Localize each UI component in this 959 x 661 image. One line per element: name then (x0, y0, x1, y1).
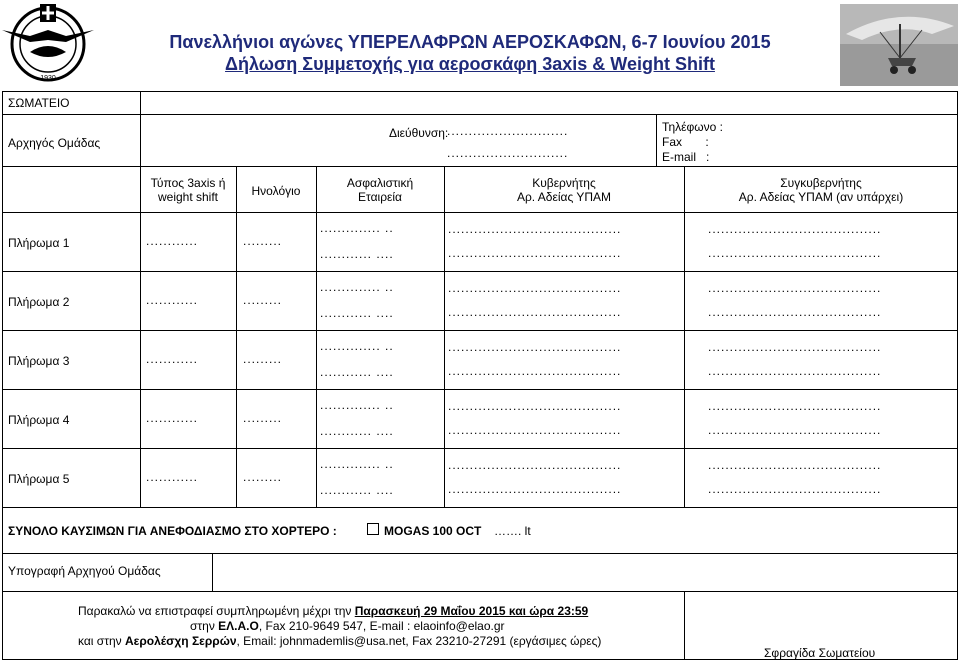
table-rule (2, 507, 958, 508)
page-subtitle: Δήλωση Συμμετοχής για αεροσκάφη 3axis & Weight Shift (225, 54, 715, 74)
table-rule (656, 114, 657, 166)
table-rule (2, 91, 3, 660)
crew-type-field[interactable]: ............ (146, 293, 199, 307)
crew-pilot-license-field[interactable]: ........................................ (448, 305, 622, 319)
crew-insurance-field[interactable]: ............ .... (320, 306, 394, 320)
table-rule (236, 166, 237, 507)
crew-copilot-name-field[interactable]: ........................................ (708, 281, 882, 295)
crew-insurance-field[interactable]: ............ .... (320, 247, 394, 261)
table-rule (2, 330, 958, 331)
address-line-2[interactable]: ............................ (447, 146, 569, 160)
crew-label: Πλήρωμα 3 (8, 354, 70, 368)
fax-label: Fax : (662, 135, 709, 149)
crew-copilot-license-field[interactable]: ........................................ (708, 423, 882, 437)
elao-name: ΕΛ.Α.Ο (218, 619, 259, 633)
crew-label: Πλήρωμα 5 (8, 472, 70, 486)
table-rule (2, 166, 958, 167)
crew-copilot-license-field[interactable]: ........................................ (708, 305, 882, 319)
club-name-field[interactable] (140, 92, 958, 114)
footer-line-1 (78, 604, 588, 618)
fuel-total-label: ΣΥΝΟΛΟ ΚΑΥΣΙΜΩΝ ΓΙΑ ΑΝΕΦΟΔΙΑΣΜΟ ΣΤΟ ΧΟΡΤΕΡΟ : (8, 524, 337, 538)
crew-pilot-name-field[interactable]: ........................................ (448, 222, 622, 236)
crew-registration-field[interactable]: ......... (243, 470, 283, 484)
crew-type-field[interactable]: ............ (146, 234, 199, 248)
table-rule (2, 212, 958, 213)
footer-line-2: στην ΕΛ.Α.Ο, Fax 210-9649 547, E-mail : elaoinfo@elao.gr (190, 619, 505, 633)
crew-registration-field[interactable]: ......... (243, 352, 283, 366)
crew-copilot-name-field[interactable]: ........................................ (708, 340, 882, 354)
leader-label: Αρχηγός Ομάδας (8, 136, 101, 150)
page-title: Πανελλήνιοι αγώνες ΥΠΕΡΕΛΑΦΡΩΝ ΑΕΡΟΣΚΑΦΩΝ, 6-7 Ιουνίου 2015 (169, 32, 771, 52)
mogas-option-label: MOGAS 100 OCT (384, 524, 482, 538)
column-header-pilot: Κυβερνήτης Αρ. Αδείας ΥΠΑΜ (516, 176, 612, 204)
crew-pilot-name-field[interactable]: ........................................ (448, 340, 622, 354)
aeroclub-name: Αερολέσχη Σερρών (124, 634, 237, 648)
aeroclub-contact: , Email: johnmademlis@usa.net, Fax 23210-27291 (εργάσιμες ώρες) (236, 634, 602, 648)
column-header-type: Τύπος 3axis ή weight shift (150, 176, 226, 204)
crew-copilot-license-field[interactable]: ........................................ (708, 246, 882, 260)
table-rule (140, 166, 141, 507)
column-header-copilot: Συγκυβερνήτης Αρ. Αδείας ΥΠΑΜ (αν υπάρχει) (738, 176, 904, 204)
federation-logo (0, 0, 96, 84)
crew-registration-field[interactable]: ......... (243, 234, 283, 248)
mogas-checkbox[interactable] (367, 523, 379, 535)
club-label: ΣΩΜΑΤΕΙΟ (8, 96, 70, 110)
crew-insurance-field[interactable]: .............. .. (320, 398, 394, 412)
crew-label: Πλήρωμα 4 (8, 413, 70, 427)
crew-registration-field[interactable]: ......... (243, 411, 283, 425)
elao-contact: , Fax 210-9649 547, E-mail : elaoinfo@elao.gr (258, 619, 505, 633)
crew-pilot-license-field[interactable]: ........................................ (448, 246, 622, 260)
crew-copilot-license-field[interactable]: ........................................ (708, 482, 882, 496)
stamp-area[interactable] (684, 591, 958, 659)
crew-insurance-field[interactable]: ............ .... (320, 424, 394, 438)
crew-copilot-name-field[interactable]: ........................................ (708, 222, 882, 236)
crew-insurance-field[interactable]: ............ .... (320, 365, 394, 379)
stamp-label: Σφραγίδα Σωματείου (764, 646, 876, 660)
column-header-registration: Ηνολόγιο (251, 184, 301, 198)
crew-pilot-license-field[interactable]: ........................................ (448, 423, 622, 437)
table-rule (2, 389, 958, 390)
email-label: E-mail : (662, 150, 710, 164)
crew-type-field[interactable]: ............ (146, 352, 199, 366)
table-rule (2, 448, 958, 449)
crew-insurance-field[interactable]: .............. .. (320, 339, 394, 353)
crew-registration-field[interactable]: ......... (243, 293, 283, 307)
footer-line-1-text: Παρακαλώ να επιστραφεί συμπληρωμένη μέχρι την (78, 604, 352, 618)
table-rule (316, 166, 317, 507)
crew-pilot-name-field[interactable]: ........................................ (448, 458, 622, 472)
footer-line-3: και στην Αερολέσχη Σερρών, Email: johnmademlis@usa.net, Fax 23210-27291 (εργάσιμες ώρες) (78, 634, 602, 648)
crew-insurance-field[interactable]: .............. .. (320, 280, 394, 294)
phone-label: Τηλέφωνο : (662, 120, 723, 134)
crew-copilot-name-field[interactable]: ........................................ (708, 458, 882, 472)
signature-field[interactable] (212, 553, 958, 589)
crew-label: Πλήρωμα 2 (8, 295, 70, 309)
deadline-text: Παρασκευή 29 Μαΐου 2015 και ώρα 23:59 (354, 604, 589, 618)
crew-label: Πλήρωμα 1 (8, 236, 70, 250)
crew-insurance-field[interactable]: .............. .. (320, 457, 394, 471)
column-header-insurance: Ασφαλιστική Εταιρεία (346, 176, 414, 204)
crew-pilot-name-field[interactable]: ........................................ (448, 399, 622, 413)
table-rule (684, 166, 685, 507)
crew-insurance-field[interactable]: ............ .... (320, 483, 394, 497)
fuel-quantity-unit[interactable]: ……. lt (494, 524, 531, 538)
address-line-1[interactable]: ............................ (447, 124, 569, 138)
crew-copilot-name-field[interactable]: ........................................ (708, 399, 882, 413)
crew-copilot-license-field[interactable]: ........................................ (708, 364, 882, 378)
crew-type-field[interactable]: ............ (146, 411, 199, 425)
crew-insurance-field[interactable]: .............. .. (320, 221, 394, 235)
crew-pilot-license-field[interactable]: ........................................ (448, 364, 622, 378)
crew-pilot-license-field[interactable]: ........................................ (448, 482, 622, 496)
crew-type-field[interactable]: ............ (146, 470, 199, 484)
crew-pilot-name-field[interactable]: ........................................ (448, 281, 622, 295)
signature-label: Υπογραφή Αρχηγού Ομάδας (8, 564, 161, 578)
trike-photo (840, 4, 958, 86)
address-label: Διεύθυνση: (389, 126, 449, 140)
table-rule (2, 271, 958, 272)
table-rule (444, 166, 445, 507)
logo-year: 1930 (40, 75, 56, 82)
